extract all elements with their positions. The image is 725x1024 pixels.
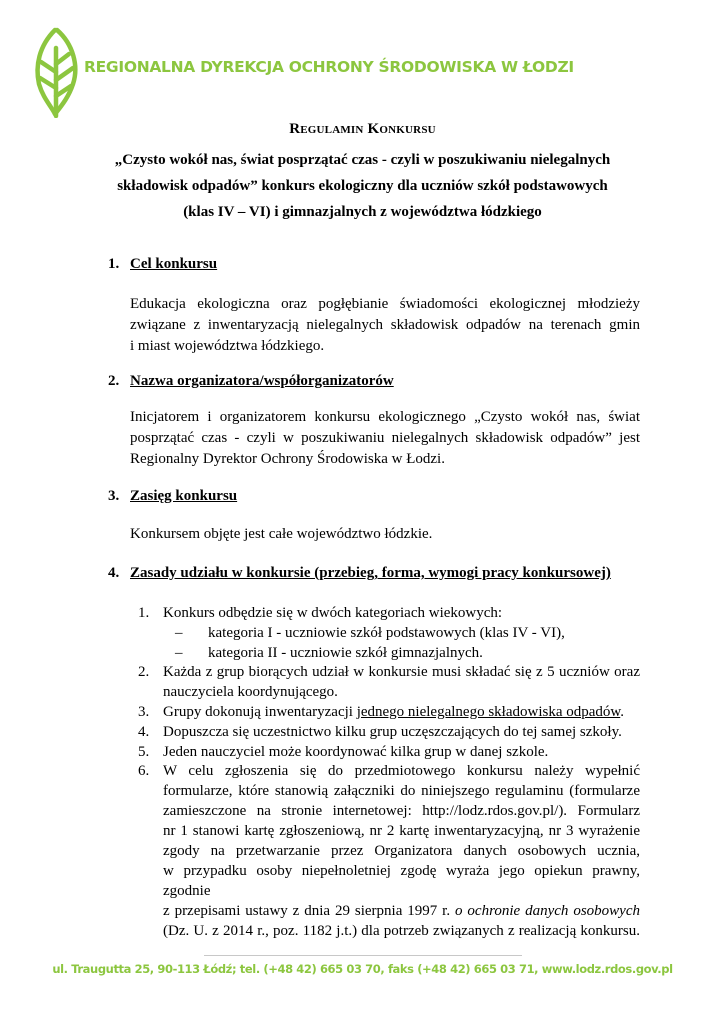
organization-name: REGIONALNA DYREKCJA OCHRONY ŚRODOWISKA W ŁODZI bbox=[84, 58, 574, 76]
section-body bbox=[130, 524, 640, 545]
list-number: 3. bbox=[138, 704, 150, 720]
list-line: zgody na przetwarzanie przez Organizatora danych osobowych ucznia, bbox=[163, 843, 640, 859]
sub-list-item bbox=[175, 643, 483, 663]
body-line: Edukacja ekologiczna oraz pogłębianie świadomości ekologicznej młodzieży bbox=[130, 296, 640, 312]
section-heading bbox=[108, 373, 394, 390]
section-heading bbox=[108, 488, 237, 505]
list-text bbox=[163, 761, 640, 941]
body-line: i miast województwa łódzkiego. bbox=[130, 338, 325, 354]
dash-bullet: – bbox=[175, 625, 183, 641]
subtitle-line: „Czysto wokół nas, świat posprzątać czas - czyli w poszukiwaniu nielegalnych bbox=[114, 152, 611, 168]
footer-divider bbox=[204, 955, 522, 956]
section-title: Nazwa organizatora/współorganizatorów bbox=[130, 373, 394, 389]
list-line-start: z przepisami ustawy z dnia 29 sierpnia 1997 r. bbox=[163, 903, 456, 919]
section-title: Zasady udziału w konkursie (przebieg, forma, wymogi pracy konkursowej) bbox=[130, 565, 611, 581]
underlined-phrase: jednego nielegalnego składowiska odpadów bbox=[356, 704, 621, 720]
body-line: posprzątać czas - czyli w poszukiwaniu nielegalnych składowisk odpadów” jest bbox=[130, 430, 640, 446]
dash-bullet: – bbox=[175, 645, 183, 661]
footer-contact: ul. Traugutta 25, 90-113 Łódź; tel. (+48 42) 665 03 70, faks (+48 42) 665 03 71, www.lodz.rdos.gov.pl bbox=[52, 962, 673, 976]
body-line: Regionalny Dyrektor Ochrony Środowiska w Łodzi. bbox=[130, 451, 445, 467]
document-subtitle bbox=[110, 147, 615, 225]
list-line: zamieszczone na stronie internetowej: http://lodz.rdos.gov.pl/). Formularz bbox=[163, 803, 640, 819]
subtitle-line: składowisk odpadów” konkurs ekologiczny dla uczniów szkół podstawowych bbox=[117, 178, 608, 194]
list-line: formularze, które stanowią załączniki do niniejszego regulaminu (formularze bbox=[163, 783, 640, 799]
list-number: 5. bbox=[138, 744, 150, 760]
list-line: (Dz. U. z 2014 r., poz. 1182 j.t.) dla potrzeb związanych z realizacją konkursu. bbox=[163, 923, 640, 939]
list-line: Każda z grup biorących udział w konkursie musi składać się z 5 uczniów oraz bbox=[163, 664, 640, 680]
list-line: w przypadku osoby niepełnoletniej zgodę wyraża jego opiekun prawny, zgodnie bbox=[163, 863, 640, 899]
list-text: Konkurs odbędzie się w dwóch kategoriach wiekowych: bbox=[163, 605, 503, 621]
list-text bbox=[163, 702, 640, 722]
section-heading bbox=[108, 256, 217, 273]
sub-list-item bbox=[175, 623, 565, 643]
list-text bbox=[163, 662, 640, 702]
list-number: 2. bbox=[138, 664, 150, 680]
body-line: Konkursem objęte jest całe województwo łódzkie. bbox=[130, 526, 433, 542]
body-line: Inicjatorem i organizatorem konkursu ekologicznego „Czysto wokół nas, świat bbox=[130, 409, 640, 425]
act-title: o ochronie danych osobowych bbox=[455, 903, 640, 919]
list-number: 1. bbox=[138, 605, 150, 621]
list-text: Dopuszcza się uczestnictwo kilku grup uczęszczających do tej samej szkoły. bbox=[163, 724, 622, 740]
list-number: 4. bbox=[138, 724, 150, 740]
section-number: 3. bbox=[108, 488, 120, 504]
subtitle-line: (klas IV – VI) i gimnazjalnych z województwa łódzkiego bbox=[183, 204, 542, 220]
section-heading bbox=[108, 565, 611, 582]
section-number: 2. bbox=[108, 373, 120, 389]
body-line: związane z inwentaryzacją nielegalnych składowisk odpadów na terenach gmin bbox=[130, 317, 640, 333]
section-number: 1. bbox=[108, 256, 120, 272]
list-line: W celu zgłoszenia się do przedmiotowego konkursu należy wypełnić bbox=[163, 763, 640, 779]
document-title: Regulamin Konkursu bbox=[289, 121, 436, 137]
list-line bbox=[163, 901, 640, 921]
section-number: 4. bbox=[108, 565, 120, 581]
section-body bbox=[130, 407, 640, 470]
list-line: nr 1 stanowi kartę zgłoszeniową, nr 2 kartę inwentaryzacyjną, nr 3 wyrażenie bbox=[163, 823, 640, 839]
list-line: nauczyciela koordynującego. bbox=[163, 684, 338, 700]
list-number: 6. bbox=[138, 763, 150, 779]
list-text-start: Grupy dokonują inwentaryzacji bbox=[163, 704, 357, 720]
section-body bbox=[130, 294, 640, 357]
leaf-icon bbox=[33, 26, 79, 118]
sub-list-text: kategoria I - uczniowie szkół podstawowych (klas IV - VI), bbox=[208, 625, 565, 641]
list-text: Jeden nauczyciel może koordynować kilka grup w danej szkole. bbox=[163, 744, 549, 760]
section-title: Cel konkursu bbox=[130, 256, 218, 272]
list-text-end: . bbox=[620, 704, 624, 720]
section-title: Zasięg konkursu bbox=[130, 488, 238, 504]
sub-list-text: kategoria II - uczniowie szkół gimnazjalnych. bbox=[208, 645, 483, 661]
